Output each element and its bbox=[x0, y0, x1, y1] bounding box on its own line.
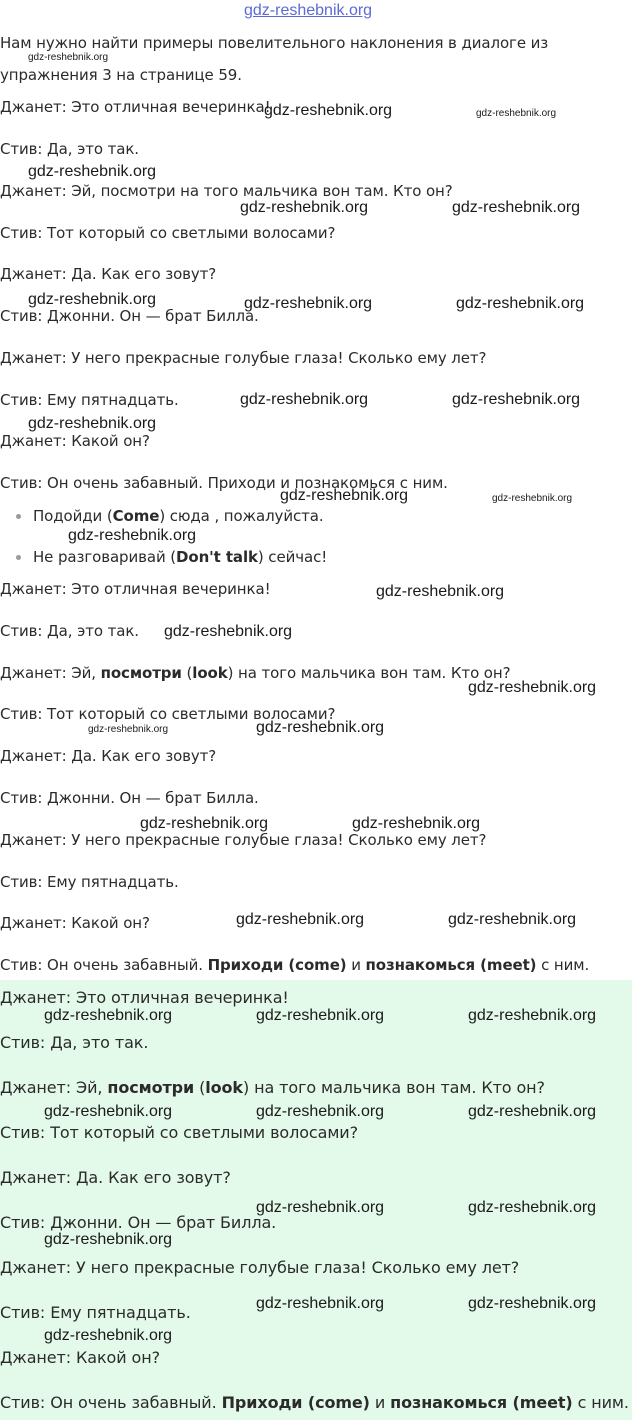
watermark: gdz-reshebnik.org bbox=[256, 719, 385, 736]
watermark: gdz-reshebnik.org bbox=[452, 391, 581, 408]
dialogue1-line-6: Стив: Джонни. Он — брат Билла. bbox=[0, 307, 259, 325]
watermark: gdz-reshebnik.org bbox=[468, 1103, 597, 1120]
watermark: gdz-reshebnik.org bbox=[280, 487, 409, 504]
watermark: gdz-reshebnik.org bbox=[452, 199, 581, 216]
dialogue1-line-8: Стив: Ему пятнадцать. bbox=[0, 391, 179, 409]
answer-line-6: Стив: Джонни. Он — брат Билла. bbox=[0, 1213, 277, 1232]
dialogue1-line-5: Джанет: Да. Как его зовут? bbox=[0, 265, 217, 283]
watermark: gdz-reshebnik.org bbox=[240, 199, 369, 216]
watermark: gdz-reshebnik.org bbox=[28, 415, 157, 432]
dialogue2-line-6: Стив: Джонни. Он — брат Билла. bbox=[0, 789, 259, 807]
watermark: gdz-reshebnik.org bbox=[456, 295, 585, 312]
dialogue1-line-10: Стив: Он очень забавный. Приходи и познакомься с ним. bbox=[0, 474, 448, 492]
dialogue1-line-4: Стив: Тот который со светлыми волосами? bbox=[0, 224, 336, 242]
answer-line-7: Джанет: У него прекрасные голубые глаза! Сколько ему лет? bbox=[0, 1258, 520, 1277]
example-item-2: Не разговаривай (Don't talk) сейчас! bbox=[33, 548, 328, 566]
watermark: gdz-reshebnik.org bbox=[468, 1295, 597, 1312]
watermark: gdz-reshebnik.org bbox=[164, 623, 293, 640]
dialogue2-line-3: Джанет: Эй, посмотри (look) на того мальчика вон там. Кто он? bbox=[0, 664, 511, 682]
watermark: gdz-reshebnik.org bbox=[28, 52, 109, 63]
watermark: gdz-reshebnik.org bbox=[256, 1007, 385, 1024]
bullet-icon bbox=[16, 555, 21, 560]
dialogue2-line-10: Стив: Он очень забавный. Приходи (come) и познакомься (meet) с ним. bbox=[0, 956, 590, 974]
dialogue1-line-1: Джанет: Это отличная вечеринка! bbox=[0, 98, 271, 116]
dialogue1-line-9: Джанет: Какой он? bbox=[0, 432, 150, 450]
watermark: gdz-reshebnik.org bbox=[256, 1295, 385, 1312]
dialogue2-line-1: Джанет: Это отличная вечеринка! bbox=[0, 580, 271, 598]
dialogue2-line-7: Джанет: У него прекрасные голубые глаза! Сколько ему лет? bbox=[0, 831, 487, 849]
watermark: gdz-reshebnik.org bbox=[28, 163, 157, 180]
watermark: gdz-reshebnik.org bbox=[448, 911, 577, 928]
watermark: gdz-reshebnik.org bbox=[44, 1327, 173, 1344]
answer-line-8: Стив: Ему пятнадцать. bbox=[0, 1303, 191, 1322]
answer-line-3: Джанет: Эй, посмотри (look) на того мальчика вон там. Кто он? bbox=[0, 1078, 545, 1097]
answer-line-4: Стив: Тот который со светлыми волосами? bbox=[0, 1123, 358, 1142]
watermark: gdz-reshebnik.org bbox=[492, 493, 573, 504]
example-item-1: Подойди (Come) сюда , пожалуйста. bbox=[33, 507, 324, 525]
answer-line-9: Джанет: Какой он? bbox=[0, 1348, 160, 1367]
watermark: gdz-reshebnik.org bbox=[44, 1231, 173, 1248]
answer-line-5: Джанет: Да. Как его зовут? bbox=[0, 1168, 231, 1187]
watermark: gdz-reshebnik.org bbox=[44, 1103, 173, 1120]
watermark: gdz-reshebnik.org bbox=[44, 1007, 173, 1024]
watermark: gdz-reshebnik.org bbox=[256, 1199, 385, 1216]
answer-highlight-block bbox=[0, 980, 632, 1420]
watermark: gdz-reshebnik.org bbox=[468, 1007, 597, 1024]
watermark: gdz-reshebnik.org bbox=[468, 1199, 597, 1216]
watermark: gdz-reshebnik.org bbox=[244, 295, 373, 312]
answer-line-2: Стив: Да, это так. bbox=[0, 1033, 149, 1052]
watermark: gdz-reshebnik.org bbox=[476, 108, 557, 119]
watermark: gdz-reshebnik.org bbox=[256, 1103, 385, 1120]
intro-line-1: Нам нужно найти примеры повелительного наклонения в диалоге из bbox=[0, 34, 549, 52]
dialogue2-line-5: Джанет: Да. Как его зовут? bbox=[0, 747, 217, 765]
dialogue2-line-8: Стив: Ему пятнадцать. bbox=[0, 873, 179, 891]
watermark: gdz-reshebnik.org bbox=[376, 583, 505, 600]
dialogue1-line-2: Стив: Да, это так. bbox=[0, 140, 139, 158]
watermark: gdz-reshebnik.org bbox=[140, 815, 269, 832]
watermark: gdz-reshebnik.org bbox=[468, 679, 597, 696]
watermark: gdz-reshebnik.org bbox=[240, 391, 369, 408]
dialogue1-line-3: Джанет: Эй, посмотри на того мальчика вон там. Кто он? bbox=[0, 182, 453, 200]
watermark: gdz-reshebnik.org bbox=[236, 911, 365, 928]
watermark: gdz-reshebnik.org bbox=[88, 724, 169, 735]
watermark: gdz-reshebnik.org bbox=[28, 291, 157, 308]
watermark: gdz-reshebnik.org bbox=[68, 527, 197, 544]
bullet-icon bbox=[16, 514, 21, 519]
answer-line-10: Стив: Он очень забавный. Приходи (come) и познакомься (meet) с ним. bbox=[0, 1393, 629, 1412]
dialogue2-line-4: Стив: Тот который со светлыми волосами? bbox=[0, 705, 336, 723]
dialogue2-line-9: Джанет: Какой он? bbox=[0, 914, 150, 932]
watermark: gdz-reshebnik.org bbox=[352, 815, 481, 832]
intro-line-2: упражнения 3 на странице 59. bbox=[0, 66, 242, 84]
dialogue2-line-2: Стив: Да, это так. bbox=[0, 622, 139, 640]
watermark: gdz-reshebnik.org bbox=[264, 102, 393, 119]
answer-line-1: Джанет: Это отличная вечеринка! bbox=[0, 988, 289, 1007]
dialogue1-line-7: Джанет: У него прекрасные голубые глаза! Сколько ему лет? bbox=[0, 349, 487, 367]
watermark-top: gdz-reshebnik.org bbox=[244, 2, 373, 19]
